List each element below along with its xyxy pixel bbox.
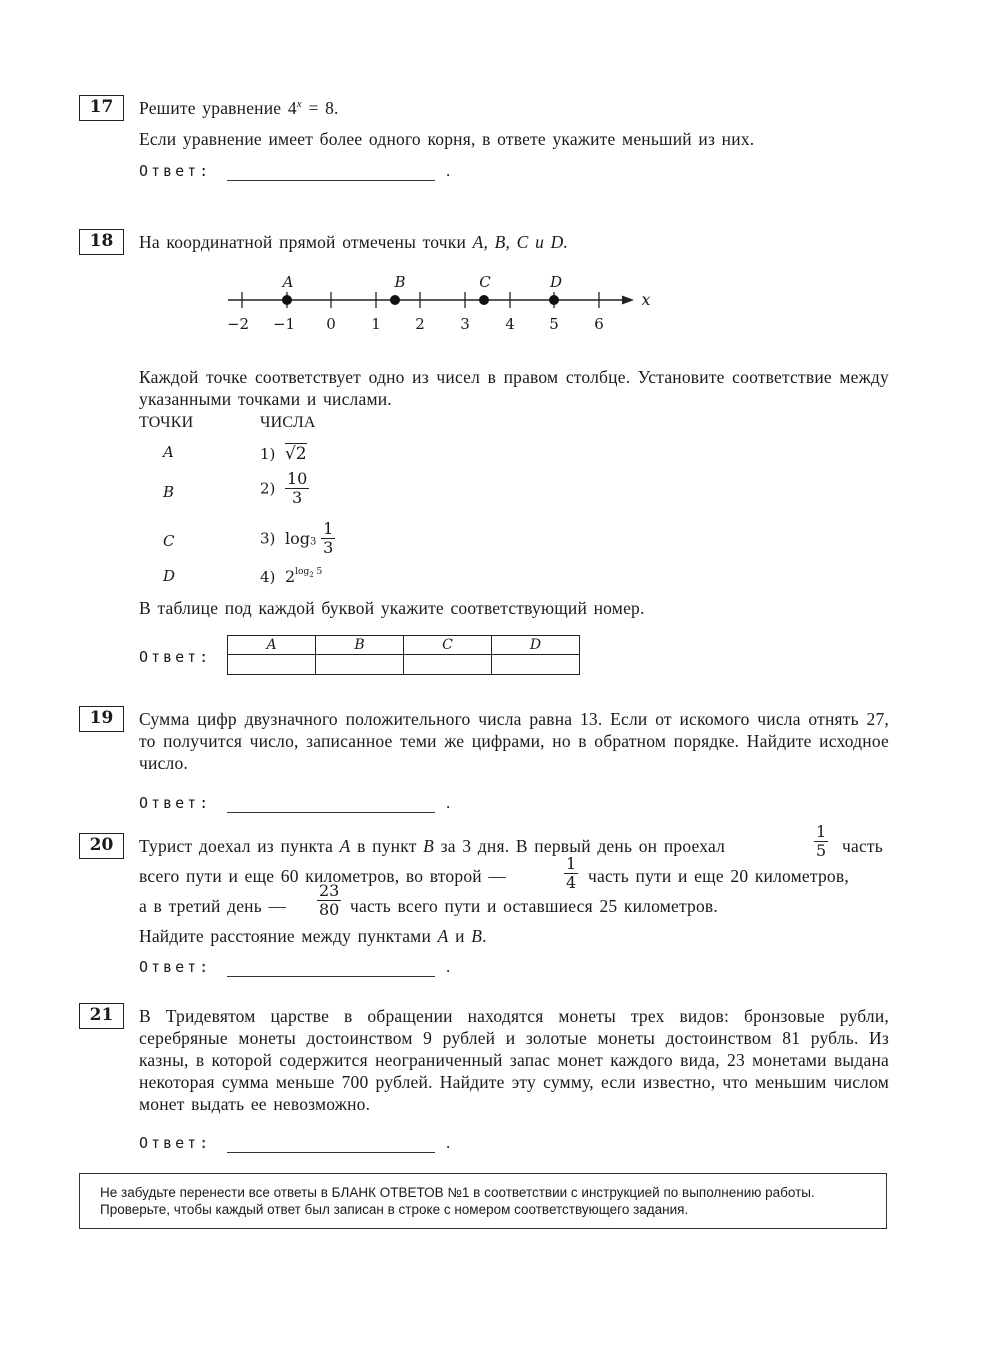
- table-header-d: D: [492, 636, 580, 655]
- q20-answer-dot: .: [446, 957, 451, 976]
- point-a: [282, 295, 292, 305]
- q18-answer-table: [227, 635, 580, 675]
- q20-line-1-end: часть: [842, 836, 883, 856]
- q18-intro: На координатной прямой отмечены точки A, B, C и D.: [139, 232, 569, 252]
- number-line-figure: [0, 0, 1000, 340]
- q20-line-1: Турист доехал из пункта A в пункт B за 3 дня. В первый день он проехал: [139, 836, 726, 856]
- match-point-d: D: [163, 567, 176, 585]
- q20-fraction-1-4: $\frac{1}{4}$: [566, 854, 577, 892]
- point-c: [479, 295, 489, 305]
- q19-text: Сумма цифр двузначного положительного числа равна 13. Если от искомого числа отнять 27, то получится число, записанное теми же цифрами, но в обратном порядке. Найдите исходное число.: [139, 709, 889, 773]
- point-b: [390, 295, 400, 305]
- match-number-1: 1) √2: [260, 444, 307, 464]
- q20-answer-label: Ответ:: [139, 958, 212, 976]
- tick-label: −1: [272, 315, 296, 333]
- tick-label: 5: [549, 315, 559, 333]
- table-header-c: C: [404, 636, 492, 655]
- q19-answer-dot: .: [446, 793, 451, 812]
- q20-line-4: Найдите расстояние между пунктами A и B.: [139, 926, 487, 946]
- transfer-answers-notice: Не забудьте перенести все ответы в БЛАНК ОТВЕТОВ №1 в соответствии с инструкцией по выполнению работы. Проверьте, чтобы каждый ответ был записан в строке с номером соответствующего задания.: [79, 1173, 887, 1229]
- q21-answer-label: Ответ:: [139, 1134, 212, 1152]
- match-number-2: 2) $\frac{10}{3}$: [260, 469, 308, 507]
- match-point-c: C: [163, 532, 175, 550]
- point-label-d: D: [549, 273, 563, 291]
- q20-answer-field[interactable]: [227, 976, 435, 977]
- q17-answer-dot: .: [446, 161, 451, 180]
- answer-cell-c[interactable]: [404, 655, 492, 675]
- q19-answer-field[interactable]: [227, 812, 435, 813]
- tick-label: 3: [460, 315, 470, 333]
- col-header-numbers: ЧИСЛА: [260, 414, 316, 431]
- tick-label: 4: [505, 315, 515, 333]
- q17-equation: Решите уравнение $4^x = 8$.: [139, 98, 339, 118]
- question-number-19: 19: [79, 706, 124, 732]
- answer-cell-a[interactable]: [228, 655, 316, 675]
- q17-instruction: Если уравнение имеет более одного корня, в ответе укажите меньший из них.: [139, 129, 755, 149]
- question-number-18: 18: [79, 229, 124, 255]
- question-number-21: 21: [79, 1003, 124, 1029]
- answer-cell-d[interactable]: [492, 655, 580, 675]
- point-d: [549, 295, 559, 305]
- table-header-b: B: [316, 636, 404, 655]
- q20-line-2: всего пути и еще 60 километров, во второй —: [139, 866, 507, 886]
- q20-fraction-1-5: $\frac{1}{5}$: [816, 822, 827, 860]
- tick-label: 1: [371, 315, 381, 333]
- q18-table-instruction: В таблице под каждой буквой укажите соответствующий номер.: [139, 598, 645, 618]
- q18-instruction: Каждой точке соответствует одно из чисел в правом столбце. Установите соответствие между указанными точками и числами.: [139, 367, 889, 409]
- q21-answer-field[interactable]: [227, 1152, 435, 1153]
- q20-line-3-end: часть всего пути и оставшиеся 25 километров.: [350, 896, 718, 916]
- table-header-a: A: [228, 636, 316, 655]
- tick-label: −2: [226, 315, 250, 333]
- q20-fraction-23-80: $\frac{23}{80}$: [319, 881, 340, 919]
- axis-label-x: x: [641, 290, 651, 309]
- q18-answer-label: Ответ:: [139, 648, 212, 666]
- q20-line-3: а в третий день —: [139, 896, 287, 916]
- tick-label: 0: [326, 315, 336, 333]
- tick-label: 6: [594, 315, 604, 333]
- arrow-icon: [622, 296, 634, 305]
- answer-cell-b[interactable]: [316, 655, 404, 675]
- point-label-a: A: [282, 273, 294, 291]
- match-number-3: 3) $\log_3$ $\frac{1}{3}$: [260, 519, 334, 557]
- point-label-b: B: [394, 273, 406, 291]
- question-number-20: 20: [79, 833, 124, 859]
- q21-text: В Тридевятом царстве в обращении находятся монеты трех видов: бронзовые рубли, серебряные монеты достоинством 9 рублей и золотые монеты достоинством 81 рубль. Из казны, в которой содержится неограниченный запас монет каждого вида, 23 монетами выдана некоторая сумма меньше 700 рублей. Найдите эту сумму, если известно, что меньшим числом монет выдать ее невозможно.: [139, 1006, 889, 1114]
- q20-line-2-end: часть пути и еще 20 километров,: [588, 866, 849, 886]
- q21-answer-dot: .: [446, 1133, 451, 1152]
- tick-label: 2: [415, 315, 425, 333]
- col-header-points: ТОЧКИ: [139, 414, 194, 431]
- q19-answer-label: Ответ:: [139, 794, 212, 812]
- match-point-b: B: [163, 483, 175, 501]
- question-number-17: 17: [79, 95, 124, 121]
- match-number-4: 4) $2^{log_2 5}$: [260, 567, 323, 586]
- q17-answer-label: Ответ:: [139, 162, 212, 180]
- match-point-a: A: [163, 443, 174, 461]
- point-label-c: C: [479, 273, 491, 291]
